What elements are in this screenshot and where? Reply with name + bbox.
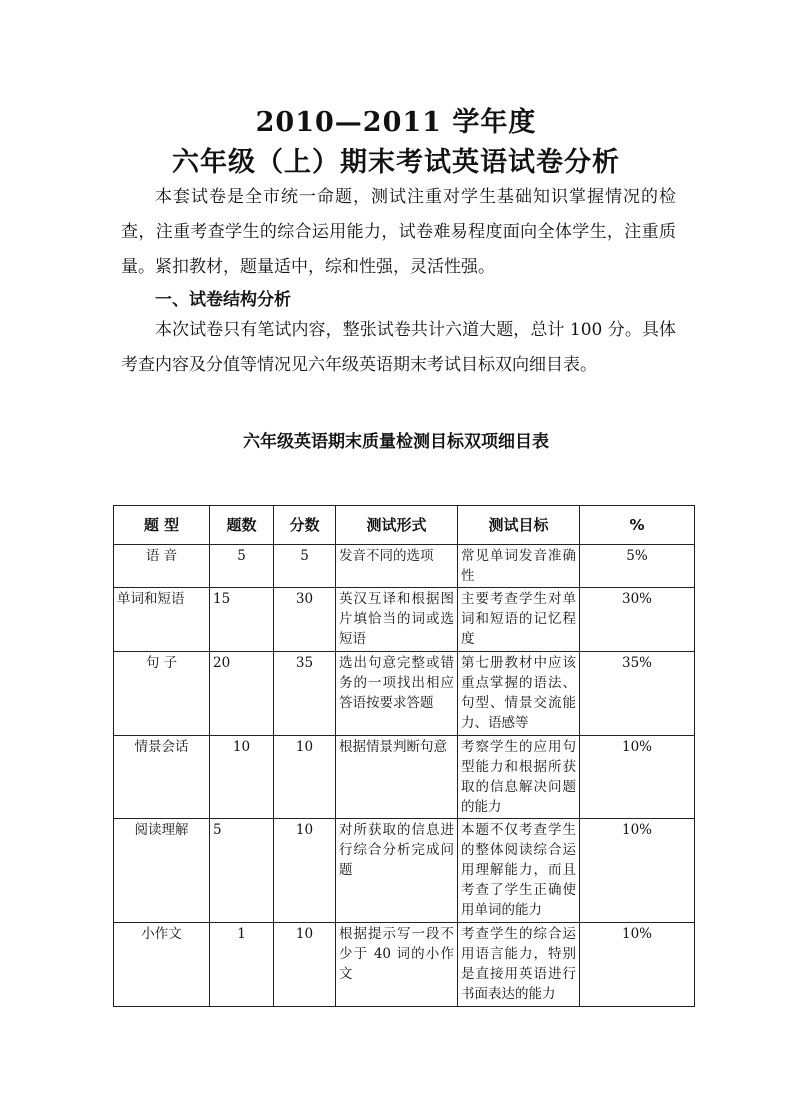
- cell-percent: 5%: [580, 545, 695, 588]
- cell-percent: 10%: [580, 923, 695, 1007]
- table-row: [114, 545, 695, 588]
- table-row: [114, 652, 695, 736]
- cell-form: 根据提示写一段不少于 40 词的小作文: [336, 923, 458, 1007]
- header-type: 题 型: [114, 506, 210, 545]
- table-row: [114, 819, 695, 923]
- cell-goal: 本题不仅考查学生的整体阅读综合运用理解能力，而且考查了学生正确使用单词的能力: [458, 819, 580, 923]
- cell-type: 阅读理解: [114, 819, 210, 923]
- cell-score: 5: [274, 545, 336, 588]
- cell-type: 语 音: [114, 545, 210, 588]
- cell-form: 对所获取的信息进行综合分析完成问题: [336, 819, 458, 923]
- cell-goal: 主要考查学生对单词和短语的记忆程度: [458, 588, 580, 652]
- table-title: 六年级英语期末质量检测目标双项细目表: [243, 432, 549, 452]
- table-row: [114, 588, 695, 652]
- table-row: [114, 923, 695, 1007]
- header-goal: 测试目标: [458, 506, 580, 545]
- cell-form: 英汉互译和根据图片填恰当的词或选短语: [336, 588, 458, 652]
- table-header-row: [114, 506, 695, 545]
- cell-count: 5: [210, 819, 274, 923]
- cell-percent: 10%: [580, 736, 695, 819]
- cell-count: 5: [210, 545, 274, 588]
- cell-count: 20: [210, 652, 274, 736]
- section-heading-structure: 一、试卷结构分析: [155, 290, 291, 310]
- cell-form: 根据情景判断句意: [336, 736, 458, 819]
- cell-goal: 第七册教材中应该重点掌握的语法、句型、情景交流能力、语感等: [458, 652, 580, 736]
- cell-count: 1: [210, 923, 274, 1007]
- cell-type: 情景会话: [114, 736, 210, 819]
- cell-type: 句 子: [114, 652, 210, 736]
- cell-count: 10: [210, 736, 274, 819]
- cell-count: 15: [210, 588, 274, 652]
- document-title-year: 2010—2011 学年度: [255, 107, 537, 138]
- cell-score: 10: [274, 923, 336, 1007]
- cell-form: 选出句意完整或错务的一项找出相应答语按要求答题: [336, 652, 458, 736]
- structure-paragraph: 本次试卷只有笔试内容，整张试卷共计六道大题，总计 100 分。具体考查内容及分值等情况见六年级英语期末考试目标双向细目表。: [121, 320, 676, 375]
- intro-paragraph: 本套试卷是全市统一命题，测试注重对学生基础知识掌握情况的检查，注重考查学生的综合运用能力，试卷难易程度面向全体学生，注重质量。紧扣教材，题量适中，综和性强，灵活性强。: [121, 187, 676, 277]
- cell-type: 小作文: [114, 923, 210, 1007]
- header-score: 分数: [274, 506, 336, 545]
- cell-percent: 10%: [580, 819, 695, 923]
- header-form: 测试形式: [336, 506, 458, 545]
- document-title: 六年级（上）期末考试英语试卷分析: [172, 147, 620, 178]
- cell-form: 发音不同的选项: [336, 545, 458, 588]
- cell-goal: 考查学生的综合运用语言能力，特别是直接用英语进行书面表达的能力: [458, 923, 580, 1007]
- cell-goal: 考察学生的应用句型能力和根据所获取的信息解决问题的能力: [458, 736, 580, 819]
- header-count: 题数: [210, 506, 274, 545]
- cell-score: 10: [274, 819, 336, 923]
- cell-percent: 35%: [580, 652, 695, 736]
- target-specification-table: [113, 505, 695, 1007]
- table-row: [114, 736, 695, 819]
- cell-score: 30: [274, 588, 336, 652]
- cell-score: 35: [274, 652, 336, 736]
- cell-type: 单词和短语: [114, 588, 210, 652]
- cell-percent: 30%: [580, 588, 695, 652]
- cell-goal: 常见单词发音准确性: [458, 545, 580, 588]
- cell-score: 10: [274, 736, 336, 819]
- header-percent: %: [580, 506, 695, 545]
